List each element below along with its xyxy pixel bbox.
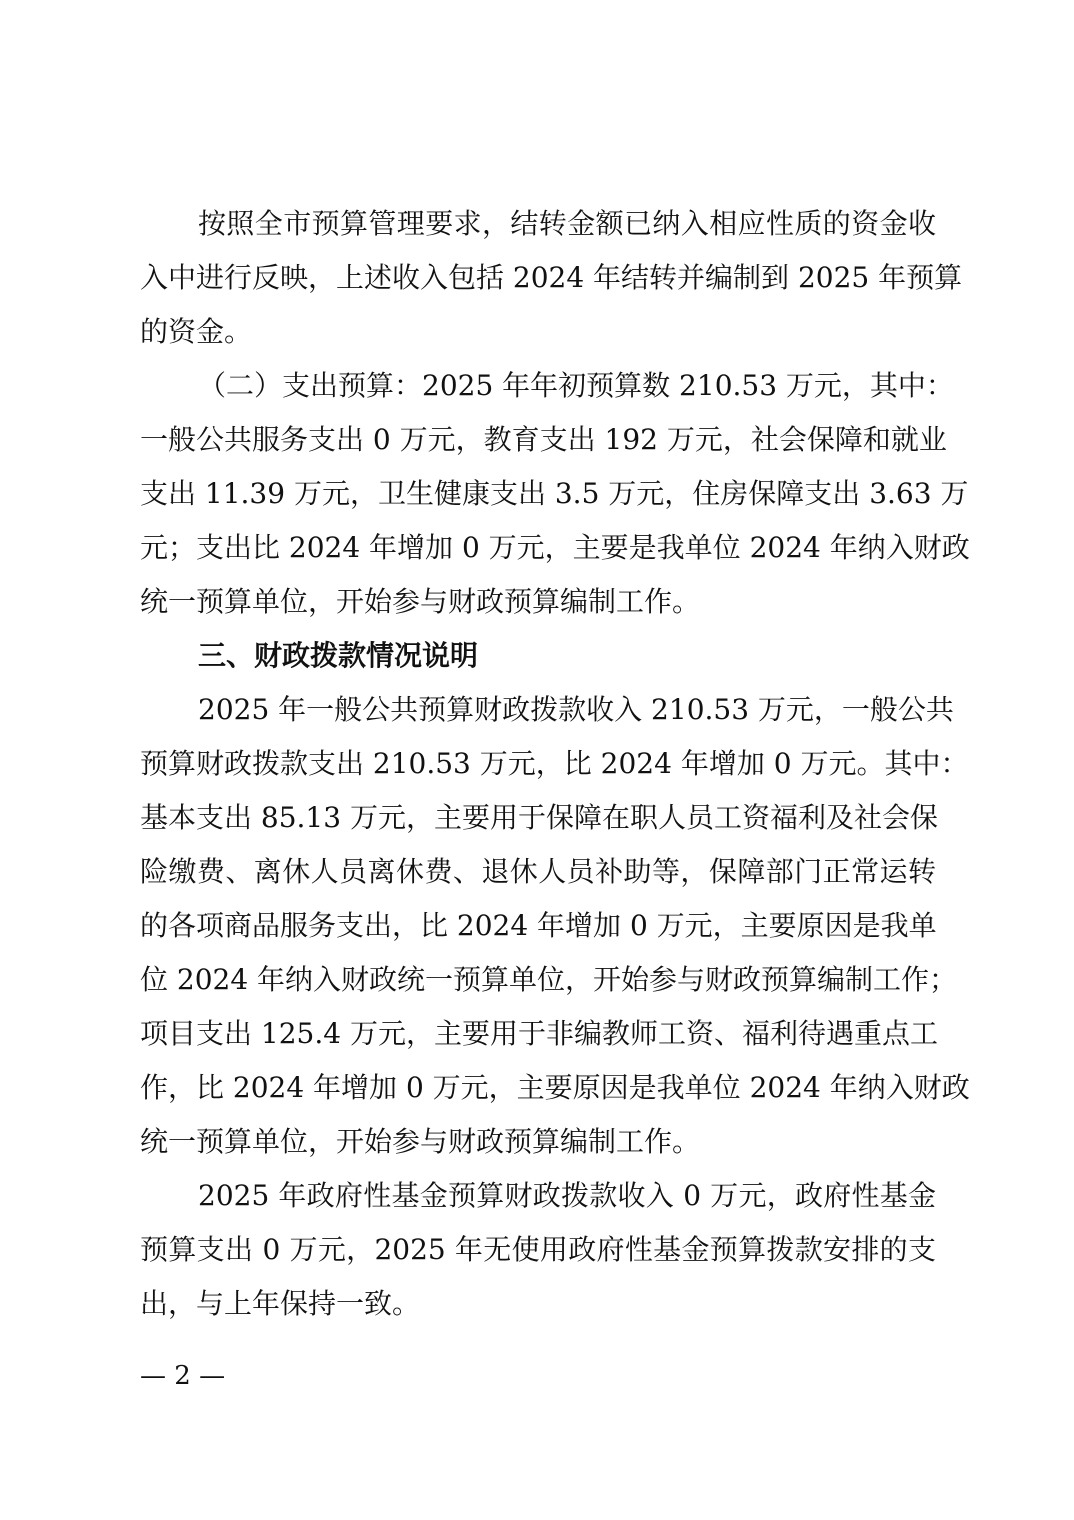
paragraph-line: 的各项商品服务支出，比 2024 年增加 0 万元，主要原因是我单 bbox=[140, 909, 937, 942]
paragraph-line: 位 2024 年纳入财政统一预算单位，开始参与财政预算编制工作； bbox=[140, 963, 958, 996]
paragraph-line: 元；支出比 2024 年增加 0 万元，主要是我单位 2024 年纳入财政 bbox=[140, 531, 970, 564]
paragraph-line: 支出 11.39 万元，卫生健康支出 3.5 万元，住房保障支出 3.63 万 bbox=[140, 477, 969, 510]
section-heading: 三、财政拨款情况说明 bbox=[198, 639, 479, 672]
paragraph-line: 2025 年一般公共预算财政拨款收入 210.53 万元，一般公共 bbox=[198, 693, 954, 726]
paragraph-line: 入中进行反映，上述收入包括 2024 年结转并编制到 2025 年预算 bbox=[140, 261, 963, 294]
paragraph-line: 预算支出 0 万元，2025 年无使用政府性基金预算拨款安排的支 bbox=[140, 1233, 936, 1266]
paragraph-line: 统一预算单位，开始参与财政预算编制工作。 bbox=[140, 585, 701, 618]
paragraph-line: 出，与上年保持一致。 bbox=[140, 1287, 421, 1320]
paragraph-line: 作，比 2024 年增加 0 万元，主要原因是我单位 2024 年纳入财政 bbox=[140, 1071, 970, 1104]
paragraph-line: 预算财政拨款支出 210.53 万元，比 2024 年增加 0 万元。其中： bbox=[140, 747, 969, 780]
page-number: — 2 — bbox=[140, 1361, 226, 1391]
paragraph-line: 项目支出 125.4 万元，主要用于非编教师工资、福利待遇重点工 bbox=[140, 1017, 938, 1050]
paragraph-line: 统一预算单位，开始参与财政预算编制工作。 bbox=[140, 1125, 701, 1158]
paragraph-line: （二）支出预算：2025 年年初预算数 210.53 万元，其中： bbox=[198, 369, 954, 402]
paragraph-line: 按照全市预算管理要求，结转金额已纳入相应性质的资金收 bbox=[198, 207, 936, 240]
paragraph-line: 2025 年政府性基金预算财政拨款收入 0 万元，政府性基金 bbox=[198, 1179, 936, 1212]
paragraph-line: 基本支出 85.13 万元，主要用于保障在职人员工资福利及社会保 bbox=[140, 801, 938, 834]
paragraph-line: 险缴费、离休人员离休费、退休人员补助等，保障部门正常运转 bbox=[140, 855, 936, 888]
paragraph-line: 的资金。 bbox=[140, 315, 253, 348]
paragraph-line: 一般公共服务支出 0 万元，教育支出 192 万元，社会保障和就业 bbox=[140, 423, 947, 456]
